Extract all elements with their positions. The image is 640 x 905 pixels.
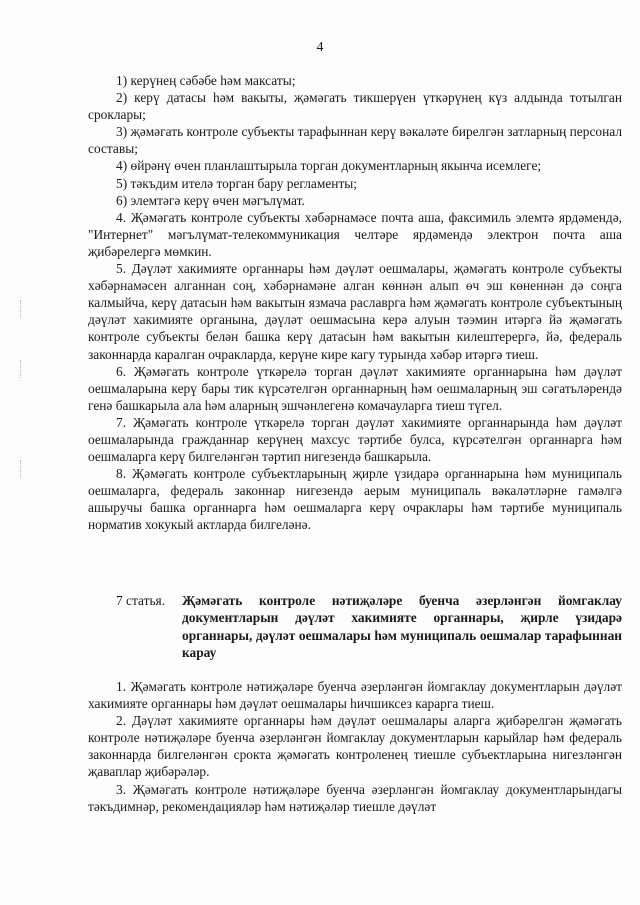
paragraph-item-1: 1) керүнең сәбәбе һәм максаты; <box>116 73 296 88</box>
scan-artifact <box>20 360 27 378</box>
article-title: Җәмәгать контроле нәтиҗәләре буенча әзерләнгән йомгаклау документларын дәүләт хакимияте органнары, җирле үзидарә органнары, дәүләт оешмалары һәм муниципаль оешмалар тарафыннан карау <box>182 593 622 660</box>
article-paragraph-1: 1. Җәмәгать контроле нәтиҗәләре буенча әзерләнгән йомгаклау документларын дәүләт хакимияте органнары һәм дәүләт оешмалары һичшиксез карарга тиеш. <box>88 679 622 712</box>
document-body <box>88 72 622 534</box>
paragraph-clause-7: 7. Җәмәгать контроле үткәрелә торган дәүләт хакимияте органнарында һәм дәүләт оешмаларында гражданнар керүнең махсус тәртибе булса, күрсәтелгән органнарга һәм оешмаларга керү билгеләнгән тәртип нигезендә башкарыла. <box>88 414 622 465</box>
paragraph-item-6: 6) элемтәгә керү өчен мәгълүмат. <box>116 192 305 208</box>
page-number: 4 <box>316 40 324 55</box>
paragraph-item-3: 3) җәмәгать контроле субъекты тарафыннан керү вәкаләте бирелгән затларның персонал составы; <box>88 124 622 157</box>
scan-artifact <box>20 300 27 318</box>
paragraph-clause-5: 5. Дәүләт хакимияте органнары һәм дәүләт оешмалары, җәмәгать контроле субъекты хәбәрнамәсен алганнан соң, хәбәрнамәне алган көннән алып өч эш көненнән дә соңга калмыйча, керү датасын һәм вакытын язмача раславрга һәм җәмәгать контроле субъектының дәүләт хакимияте органына, дәүләт оешмасына керә алуын тәэмин итәргә йә җәмәгать контроле субъекты белән башка керү датасын һәм вакытын килештерергә, йә, федераль законнарда каралган очракларда, керүне кире кагу турында хәбәр итәргә тиеш. <box>88 261 622 362</box>
article-number: 7 статья. <box>116 593 166 608</box>
paragraph-item-5: 5) тәкъдим ителә торган бару регламенты; <box>116 175 358 191</box>
paragraph-clause-8: 8. Җәмәгать контроле субъектларының җирле үзидарә органнарына һәм муниципаль оешмаларга, федераль законнар нигезендә аерым муниципаль вәкаләтләрне гамәлгә ашыручы башка органнарга һәм оешмаларга керү очраклары һәм тәртибе муниципаль норматив хокукый актларда билгеләнә. <box>88 466 622 533</box>
article-paragraph-2: 2. Дәүләт хакимияте органнары һәм дәүләт оешмалары аларга җибәрелгән җәмәгать контроле нәтиҗәләре буенча әзерләнгән йомгаклау документларын карыйлар һәм федераль законнарда билгеләнгән срокта җәмәгать контроленең тиешле субъектларына нигезләнгән җаваплар җибәрәләр. <box>88 713 622 780</box>
article-body <box>88 678 622 815</box>
scan-artifact <box>20 460 27 478</box>
paragraph-clause-4: 4. Җәмәгать контроле субъекты хәбәрнамәсе почта аша, факсимиль элемтә ярдәмендә, "Интернет" мәгълүмат-телекоммуникация челтәре ярдәмендә электрон почта аша җибәрелергә мөмкин. <box>88 209 622 259</box>
paragraph-clause-6: 6. Җәмәгать контроле үткәрелә торган дәүләт хакимияте органнарына һәм дәүләт оешмаларына керү бары тик күрсәтелгән органнарның һәм оешмаларның эш сәгатьләрендә генә башкарыла ала һәм аларның эшчәнлегенә комачауларга тиеш түгел. <box>88 363 622 413</box>
article-heading <box>88 592 622 661</box>
article-paragraph-3: 3. Җәмәгать контроле нәтиҗәләре буенча әзерләнгән йомгаклау документларындагы тәкъдимнәр, рекомендацияләр һәм нәтиҗәләр тиешле дәүләт <box>88 781 622 814</box>
paragraph-item-4: 4) өйрәнү өчен планлаштырыла торган документларның якынча исемлеге; <box>116 158 542 174</box>
paragraph-item-2: 2) керү датасы һәм вакыты, җәмәгать тикшерүен үткәрүнең күз алдында тотылган сроклары; <box>88 90 622 123</box>
